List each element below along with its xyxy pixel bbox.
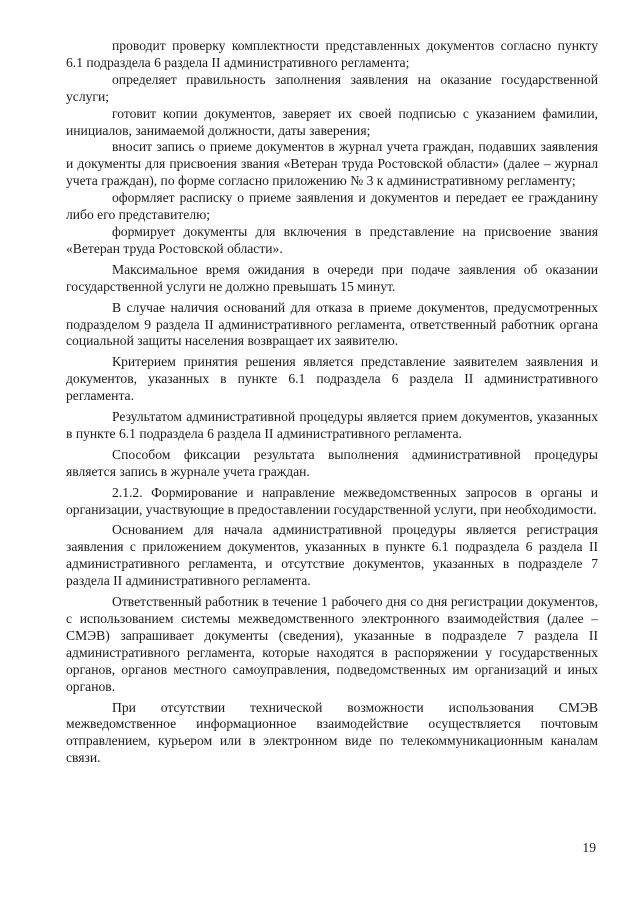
paragraph-responsible-worker: Ответственный работник в течение 1 рабочего дня со дня регистрации документов, с использованием системы межведомственного электронного взаимодействия (далее – СМЭВ) запрашивает документы (сведения), указанные в подразделе 7 раздела II административного регламента, которые находятся в распоряжении у государственных органов, органов местного самоуправления, подведомственных им организаций и иных органов.: [66, 594, 598, 694]
paragraph-journal-entry: вносит запись о приеме документов в журнал учета граждан, подавших заявления и документы для присвоения звания «Ветеран труда Ростовской области» (далее – журнал учета граждан), по форме согласно приложению № 3 к административному регламенту;: [66, 139, 598, 189]
paragraph-decision-criterion: Критерием принятия решения является представление заявителем заявления и документов, указанных в пункте 6.1 подраздела 6 раздела II административного регламента.: [66, 354, 598, 404]
page-number: 19: [582, 840, 596, 855]
paragraph-form-documents: формирует документы для включения в представление на присвоение звания «Ветеран труда Ростовской области».: [66, 223, 598, 256]
paragraph-receipt: оформляет расписку о приеме заявления и документов и передает ее гражданину либо его представителю;: [66, 190, 598, 223]
paragraph-no-smev: При отсутствии технической возможности использования СМЭВ межведомственное информационное взаимодействие осуществляется почтовым отправлением, курьером или в электронном виде по телекоммуникационным каналам связи.: [66, 699, 598, 766]
paragraph-result-fixation: Способом фиксации результата выполнения административной процедуры является запись в журнале учета граждан.: [66, 446, 598, 479]
paragraph-determine-correctness: определяет правильность заполнения заявления на оказание государственной услуги;: [66, 71, 598, 104]
paragraph-refusal-grounds: В случае наличия оснований для отказа в приеме документов, предусмотренных подразделом 9 раздела II административного регламента, ответственный работник органа социальной защиты населения возвращает их заявителю.: [66, 299, 598, 349]
document-body: [66, 38, 598, 767]
paragraph-prepare-copies: готовит копии документов, заверяет их своей подписью с указанием фамилии, инициалов, занимаемой должности, даты заверения;: [66, 105, 598, 138]
paragraph-check-completeness: проводит проверку комплектности представленных документов согласно пункту 6.1 подраздела 6 раздела II административного регламента;: [66, 38, 598, 70]
paragraph-procedure-basis: Основанием для начала административной процедуры является регистрация заявления с приложением документов, указанных в пункте 6.1 подраздела 6 раздела II административного регламента, и отсутствие документов, указанных в подразделе 7 раздела II административного регламента.: [66, 522, 598, 589]
paragraph-procedure-result: Результатом административной процедуры является прием документов, указанных в пункте 6.1 подраздела 6 раздела II административного регламента.: [66, 409, 598, 441]
paragraph-max-wait-time: Максимальное время ожидания в очереди при подаче заявления об оказании государственной услуги не должно превышать 15 минут.: [66, 261, 598, 294]
paragraph-section-2-1-2: 2.1.2. Формирование и направление межведомственных запросов в органы и организации, участвующие в предоставлении государственной услуги, при необходимости.: [66, 484, 598, 517]
